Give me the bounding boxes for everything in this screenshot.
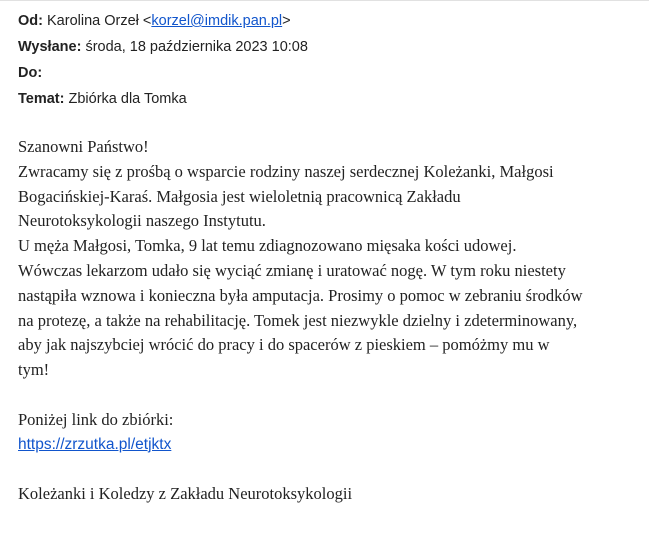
paragraph-line: Bogacińskiej-Karaś. Małgosia jest wieloletnią pracownicą Zakładu xyxy=(18,186,461,206)
fundraiser-link[interactable]: https://zrzutka.pl/etjktx xyxy=(18,435,172,453)
subject-value: Zbiórka dla Tomka xyxy=(68,91,187,107)
from-name: Karolina Orzeł < xyxy=(47,13,152,29)
email-header xyxy=(0,0,649,113)
paragraph-line: Wówczas lekarzom udało się wyciąć zmianę i uratować nogę. W tym roku niestety xyxy=(18,260,566,280)
paragraph-line: aby jak najszybciej wrócić do pracy i do spacerów z pieskiem – pomóżmy mu w xyxy=(18,335,550,355)
paragraph-line: tym! xyxy=(18,360,50,380)
from-email-link[interactable]: korzel@imdik.pan.pl xyxy=(151,13,283,29)
sent-line xyxy=(18,39,308,55)
to-line xyxy=(18,65,42,81)
paragraph-line: Zwracamy się z prośbą o wsparcie rodziny naszej serdecznej Koleżanki, Małgosi xyxy=(18,161,554,181)
subject-line xyxy=(18,91,187,107)
from-label: Od: xyxy=(18,13,43,29)
signature: Koleżanki i Koledzy z Zakładu Neurotoksykologii xyxy=(18,484,353,504)
to-label: Do: xyxy=(18,65,43,81)
subject-label: Temat: xyxy=(18,91,65,107)
paragraph-line: U męża Małgosi, Tomka, 9 lat temu zdiagnozowano mięsaka kości udowej. xyxy=(18,236,517,256)
paragraph-line: Neurotoksykologii naszego Instytutu. xyxy=(18,211,266,231)
sent-label: Wysłane: xyxy=(18,39,82,55)
link-intro: Poniżej link do zbiórki: xyxy=(18,409,174,429)
paragraph-line: na protezę, a także na rehabilitację. Tomek jest niezwykle dzielny i zdeterminowany, xyxy=(18,310,578,330)
sent-value: środa, 18 października 2023 10:08 xyxy=(85,39,308,55)
paragraph-line: nastąpiła wznowa i konieczna była amputacja. Prosimy o pomoc w zebraniu środków xyxy=(18,285,583,305)
greeting: Szanowni Państwo! xyxy=(18,137,149,156)
spacer xyxy=(18,383,638,408)
from-line xyxy=(18,13,291,29)
from-email-close: > xyxy=(282,13,291,29)
spacer xyxy=(18,457,638,482)
email-body xyxy=(18,135,638,507)
link-line xyxy=(18,433,638,458)
